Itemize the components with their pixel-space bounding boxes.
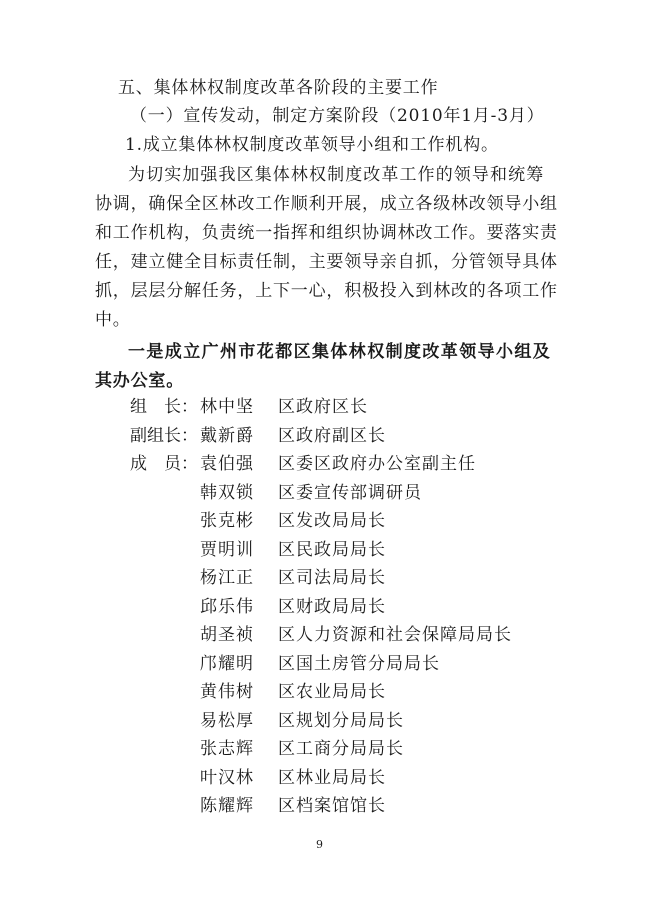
member-name: 易松厚: [200, 710, 254, 731]
bold-line: 一是成立广州市花都区集体林权制度改革领导小组及: [128, 342, 552, 362]
member-name: 邝耀明: [200, 653, 254, 674]
member-title: 区发改局局长: [278, 511, 386, 531]
member-title: 区财政局局长: [278, 596, 386, 617]
member-name: 邱乐伟: [200, 596, 254, 617]
bold-line: 其办公室。: [95, 371, 184, 391]
member-name: 陈耀辉: [200, 796, 254, 816]
member-role: 组 长：: [130, 397, 198, 417]
member-title: 区委区政府办公室副主任: [278, 454, 476, 474]
member-title: 区工商分局局长: [278, 739, 404, 759]
member-title: 区人力资源和社会保障局局长: [278, 625, 512, 645]
member-name: 胡圣祯: [200, 625, 254, 645]
member-title: 区政府副区长: [278, 425, 386, 446]
section-heading: 五、集体林权制度改革各阶段的主要工作: [118, 78, 439, 98]
member-name: 贾明训: [200, 539, 254, 560]
member-title: 区民政局局长: [278, 539, 386, 560]
member-title: 区司法局局长: [278, 568, 386, 588]
member-role: 成 员：: [130, 454, 198, 474]
paragraph-line: 为切实加强我区集体林权制度改革工作的领导和统筹: [128, 165, 545, 185]
member-name: 叶汉林: [200, 767, 254, 788]
member-name: 黄伟树: [200, 682, 254, 702]
member-name: 杨江正: [200, 568, 254, 588]
member-name: 张克彬: [200, 511, 254, 531]
member-title: 区档案馆馆长: [278, 796, 386, 816]
paragraph-line: 中。: [95, 310, 131, 330]
member-name: 戴新爵: [200, 425, 254, 446]
member-role: 副组长：: [130, 425, 198, 446]
member-name: 张志辉: [200, 739, 254, 759]
paragraph-line: 协调，确保全区林改工作顺利开展，成立各级林改领导小组: [95, 194, 558, 214]
member-title: 区规划分局局长: [278, 710, 404, 731]
member-name: 袁伯强: [200, 454, 254, 474]
paragraph-line: 抓，层层分解任务，上下一心，积极投入到林改的各项工作: [95, 281, 558, 301]
subsection-heading: （一）宣传发动，制定方案阶段（2010年1月-3月）: [130, 106, 545, 126]
page-number: 9: [316, 838, 323, 851]
member-title: 区农业局局长: [278, 682, 386, 702]
member-title: 区林业局局长: [278, 767, 386, 788]
member-name: 林中坚: [200, 397, 254, 417]
member-title: 区委宣传部调研员: [278, 482, 422, 503]
item-title: 1.成立集体林权制度改革领导小组和工作机构。: [125, 135, 499, 155]
paragraph-line: 和工作机构，负责统一指挥和组织协调林改工作。要落实责: [95, 223, 558, 243]
member-title: 区政府区长: [278, 397, 368, 417]
paragraph-line: 任，建立健全目标责任制，主要领导亲自抓，分管领导具体: [95, 252, 558, 272]
member-name: 韩双锁: [200, 482, 254, 503]
member-title: 区国土房管分局局长: [278, 653, 440, 674]
